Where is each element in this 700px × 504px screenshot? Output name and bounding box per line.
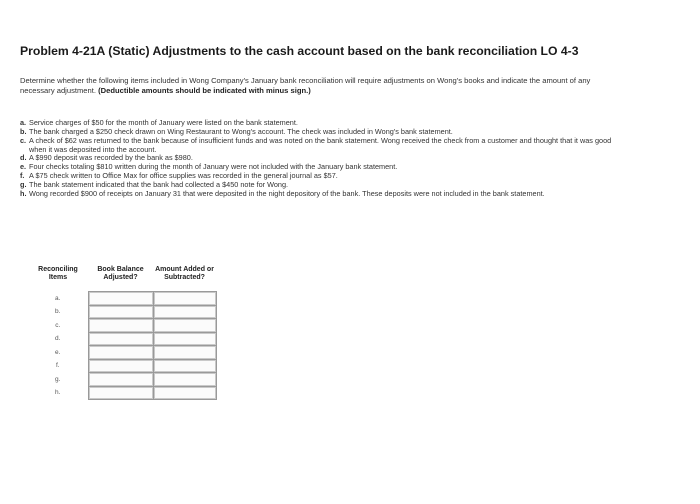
book-balance-adjusted-input[interactable] (88, 305, 153, 319)
book-balance-adjusted-input[interactable] (88, 332, 153, 346)
book-balance-adjusted-input[interactable] (88, 346, 153, 360)
header-book-balance-adjusted: Book Balance Adjusted? (97, 266, 144, 281)
cell-value[interactable] (154, 333, 216, 346)
item-letter: h. (20, 188, 27, 198)
cell-value[interactable] (89, 360, 153, 373)
book-balance-adjusted-input[interactable] (88, 386, 153, 400)
table-row (28, 319, 216, 333)
table-row (28, 373, 216, 387)
amount-input[interactable] (153, 359, 216, 373)
item-letter: g. (20, 179, 27, 189)
item-letter: e. (20, 162, 27, 172)
row-label: h. (55, 389, 61, 397)
item-letter: f. (20, 171, 25, 181)
row-label: a. (55, 294, 61, 302)
item-text: A $75 check written to Office Max for office supplies was recorded in the general journal as $57. (29, 171, 338, 181)
item-text: The bank charged a $250 check drawn on Wing Restaurant to Wong's account. The check was included in Wong's bank statement. (29, 126, 453, 136)
instructions-text: Determine whether the following items included in Wong Company's January bank reconciliation will require adjustments on Wong's books and indicate the amount of any necessary adjustment. (20, 76, 591, 95)
cell-value[interactable] (154, 360, 216, 373)
reconciliation-table (28, 257, 217, 400)
table-row (28, 386, 216, 400)
problem-instructions (20, 76, 620, 95)
row-label: d. (55, 335, 61, 343)
cell-value[interactable] (89, 387, 153, 400)
cell-value[interactable] (154, 346, 216, 359)
item-letter: a. (20, 118, 27, 127)
book-balance-adjusted-input[interactable] (88, 319, 153, 333)
item-letter: b. (20, 126, 27, 136)
cell-value[interactable] (89, 292, 153, 305)
table-row (28, 292, 216, 306)
table-row (28, 332, 216, 346)
item-text: Four checks totaling $810 written during the month of January were not included with the January bank statement. (29, 162, 398, 172)
item-text: The bank statement indicated that the bank had collected a $450 note for Wong. (29, 179, 289, 189)
cell-value[interactable] (154, 387, 216, 400)
item-text: Wong recorded $900 of receipts on January 31 that were deposited in the night depository of the bank. These deposits were not included in the bank statement. (29, 188, 545, 198)
cell-value[interactable] (154, 373, 216, 386)
row-label: f. (55, 362, 60, 370)
row-label: e. (55, 348, 61, 356)
book-balance-adjusted-input[interactable] (88, 292, 153, 306)
reconciliation-table-wrapper (28, 257, 217, 400)
cell-value[interactable] (89, 319, 153, 332)
row-label: b. (55, 308, 61, 316)
item-list (20, 119, 620, 199)
list-item (20, 190, 620, 199)
book-balance-adjusted-input[interactable] (88, 359, 153, 373)
item-letter: d. (20, 153, 27, 163)
item-text: A $990 deposit was recorded by the bank as $980. (29, 153, 193, 163)
cell-value[interactable] (89, 333, 153, 346)
cell-value[interactable] (154, 292, 216, 305)
book-balance-adjusted-input[interactable] (88, 373, 153, 387)
table-header-row (28, 257, 216, 292)
amount-input[interactable] (153, 319, 216, 333)
problem-title: Problem 4-21A (Static) Adjustments to the cash account based on the bank reconciliation LO 4-3 (20, 44, 579, 58)
cell-value[interactable] (89, 306, 153, 319)
table-row (28, 305, 216, 319)
item-text: Service charges of $50 for the month of January were listed on the bank statement. (29, 118, 298, 127)
table-row (28, 346, 216, 360)
amount-input[interactable] (153, 305, 216, 319)
cell-value[interactable] (89, 373, 153, 386)
cell-value[interactable] (154, 306, 216, 319)
cell-value[interactable] (154, 319, 216, 332)
table-row (28, 359, 216, 373)
instructions-emphasis: (Deductible amounts should be indicated with minus sign.) (98, 85, 311, 95)
amount-input[interactable] (153, 332, 216, 346)
row-label: c. (55, 321, 61, 329)
header-reconciling-items: Reconciling Items (38, 266, 78, 282)
amount-input[interactable] (153, 386, 216, 400)
amount-input[interactable] (153, 346, 216, 360)
item-letter: c. (20, 135, 27, 145)
amount-input[interactable] (153, 292, 216, 306)
list-item (20, 137, 620, 155)
header-amount-added-subtracted: Amount Added or Subtracted? (155, 266, 214, 281)
item-text: A check of $62 was returned to the bank because of insufficient funds and was noted on the bank statement. Wong received the check from a customer and thought that it was good when it was deposited into the account. (29, 135, 612, 154)
row-label: g. (55, 375, 61, 383)
amount-input[interactable] (153, 373, 216, 387)
cell-value[interactable] (89, 346, 153, 359)
